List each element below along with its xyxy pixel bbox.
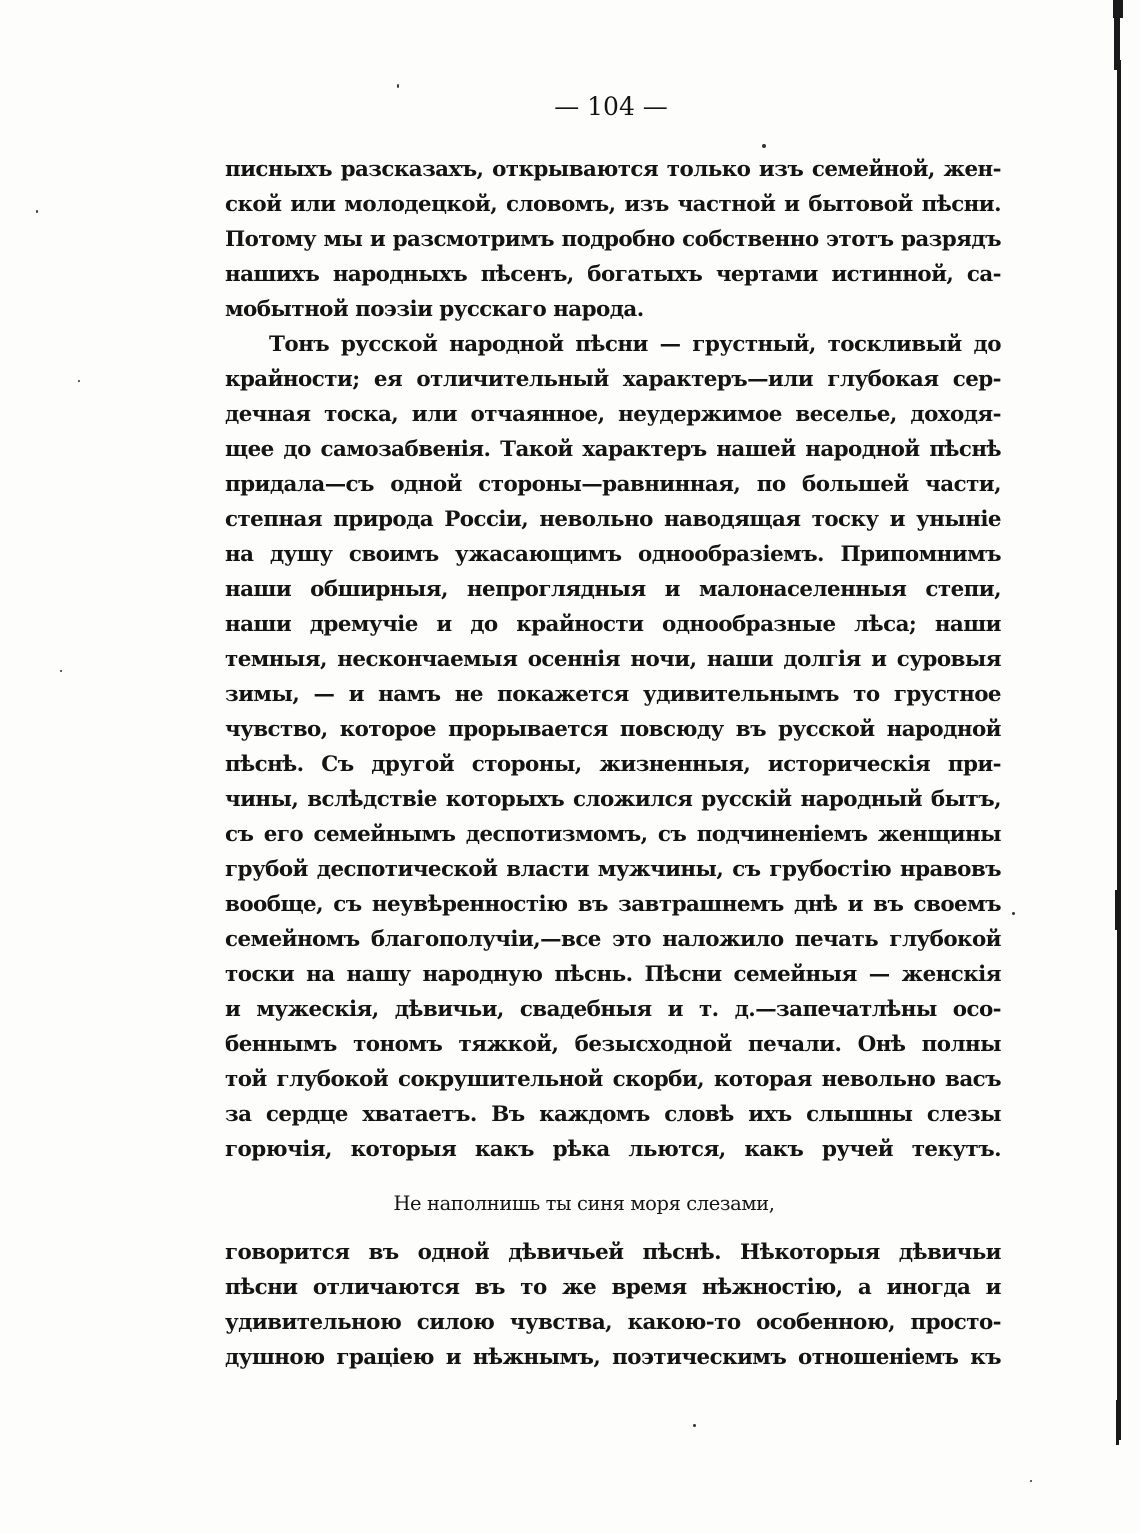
text-line: съ его семейнымъ деспотизмомъ, съ подчиненіемъ женщины	[225, 822, 1001, 847]
text-line: чувство, которое прорывается повсюду въ русской народной	[225, 717, 1001, 742]
verse-quote: Не наполнишь ты синя моря слезами,	[393, 1192, 775, 1215]
scan-speck	[762, 144, 766, 148]
scan-speck	[60, 670, 62, 672]
text-line: писныхъ разсказахъ, открываются только изъ семейной, жен-	[225, 157, 1001, 182]
text-line: пѣснѣ. Съ другой стороны, жизненныя, историческія при-	[225, 752, 1001, 777]
scan-speck	[78, 380, 80, 382]
scan-binding-edge	[1110, 0, 1140, 1533]
text-line: той глубокой сокрушительной скорби, которая невольно васъ	[225, 1067, 1001, 1092]
text-line: беннымъ тономъ тяжкой, безысходной печали. Онѣ полны	[225, 1032, 1001, 1057]
text-line: темныя, нескончаемыя осеннія ночи, наши долгія и суровыя	[225, 647, 1001, 672]
text-line: душною граціею и нѣжнымъ, поэтическимъ отношеніемъ къ	[225, 1345, 1001, 1370]
text-line: щее до самозабвенія. Такой характеръ нашей народной пѣснѣ	[225, 437, 1001, 462]
text-line: крайности; ея отличительный характеръ—или глубокая сер-	[225, 367, 1001, 392]
text-line: за сердце хватаетъ. Въ каждомъ словѣ ихъ слышны слезы	[225, 1102, 1001, 1127]
page-number: — 104 —	[554, 92, 668, 121]
text-line: семейномъ благополучіи,—все это наложило печать глубокой	[225, 927, 1001, 952]
text-line: грубой деспотической власти мужчины, съ грубостію нравовъ	[225, 857, 1001, 882]
text-line: удивительною силою чувства, какою-то особенною, просто-	[225, 1310, 1001, 1335]
text-line: пѣсни отличаются въ то же время нѣжностію, а иногда и	[225, 1275, 1001, 1300]
text-line: тоски на нашу народную пѣснь. Пѣсни семейныя — женскія	[225, 962, 1001, 987]
text-line: ской или молодецкой, словомъ, изъ частной и бытовой пѣсни.	[225, 192, 1001, 217]
text-line: дечная тоска, или отчаянное, неудержимое веселье, доходя-	[225, 402, 1001, 427]
scan-speck	[1012, 912, 1015, 915]
text-line: вообще, съ неувѣренностію въ завтрашнемъ днѣ и въ своемъ	[225, 892, 1001, 917]
text-line: на душу своимъ ужасающимъ однообразіемъ. Припомнимъ	[225, 542, 1001, 567]
scan-speck	[693, 1424, 696, 1427]
text-line: горючія, которыя какъ рѣка льются, какъ ручей текутъ.	[225, 1137, 1001, 1162]
text-line: придала—съ одной стороны—равнинная, по большей части,	[225, 472, 1001, 497]
text-line: мобытной поэзіи русскаго народа.	[225, 297, 644, 322]
text-line: и мужескія, дѣвичьи, свадебныя и т. д.—запечатлѣны осо-	[225, 997, 1001, 1022]
text-line: чины, вслѣдствіе которыхъ сложился русскій народный бытъ,	[225, 787, 1001, 812]
scan-speck	[1030, 1480, 1032, 1482]
text-line: Потому мы и разсмотримъ подробно собственно этотъ разрядъ	[225, 227, 1001, 252]
text-line: говорится въ одной дѣвичьей пѣснѣ. Нѣкоторыя дѣвичьи	[225, 1240, 1001, 1265]
text-line: наши дремучіе и до крайности однообразные лѣса; наши	[225, 612, 1001, 637]
text-line: наши обширныя, непроглядныя и малонаселенныя степи,	[225, 577, 1001, 602]
text-line: зимы, — и намъ не покажется удивительнымъ то грустное	[225, 682, 1001, 707]
text-line: нашихъ народныхъ пѣсенъ, богатыхъ чертами истинной, са-	[225, 262, 1001, 287]
scan-speck	[36, 210, 38, 213]
text-line: Тонъ русской народной пѣсни — грустный, тоскливый до	[269, 332, 1001, 357]
text-line: степная природа Россіи, невольно наводящая тоску и уныніе	[225, 507, 1001, 532]
scan-speck	[397, 84, 399, 88]
